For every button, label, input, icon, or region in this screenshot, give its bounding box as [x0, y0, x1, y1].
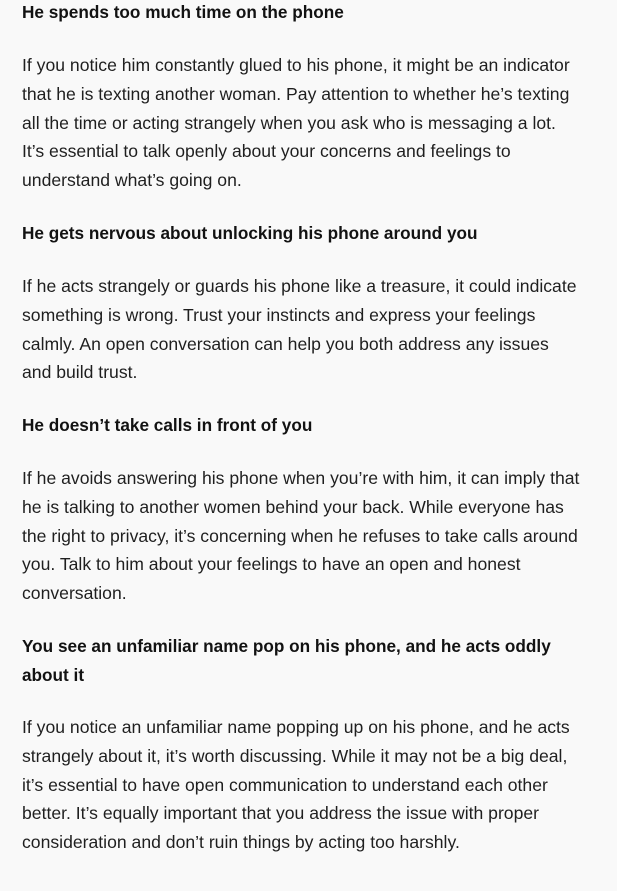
section-heading-unfamiliar-name: You see an unfamiliar name pop on his phone, and he acts oddly about it [22, 636, 551, 685]
section-paragraph-phone-time: If you notice him constantly glued to his phone, it might be an indicator that he is texting another woman. Pay attention to whether he’s texting all the time or acting strangely when you ask who is messaging a lot. It’s essential to talk openly about your concerns and feelings to understand what’s going on. [22, 55, 570, 191]
section-paragraph-calls: If he avoids answering his phone when you’re with him, it can imply that he is talking to another women behind your back. While everyone has the right to privacy, it’s concerning when he refuses to take calls around you. Talk to him about your feelings to have an open and honest conversation. [22, 468, 580, 604]
section-heading-calls: He doesn’t take calls in front of you [22, 415, 313, 435]
section-heading-phone-time: He spends too much time on the phone [22, 2, 344, 22]
section-paragraph-unlocking-phone: If he acts strangely or guards his phone like a treasure, it could indicate something is wrong. Trust your instincts and express your feelings calmly. An open conversation can help you both address any issues and build trust. [22, 276, 577, 383]
section-heading-unlocking-phone: He gets nervous about unlocking his phone around you [22, 223, 478, 243]
section-paragraph-unfamiliar-name: If you notice an unfamiliar name popping up on his phone, and he acts strangely about it, it’s worth discussing. While it may not be a big deal, it’s essential to have open communication to understand each other better. It’s equally important that you address the issue with proper consideration and don’t ruin things by acting too harshly. [22, 717, 570, 853]
